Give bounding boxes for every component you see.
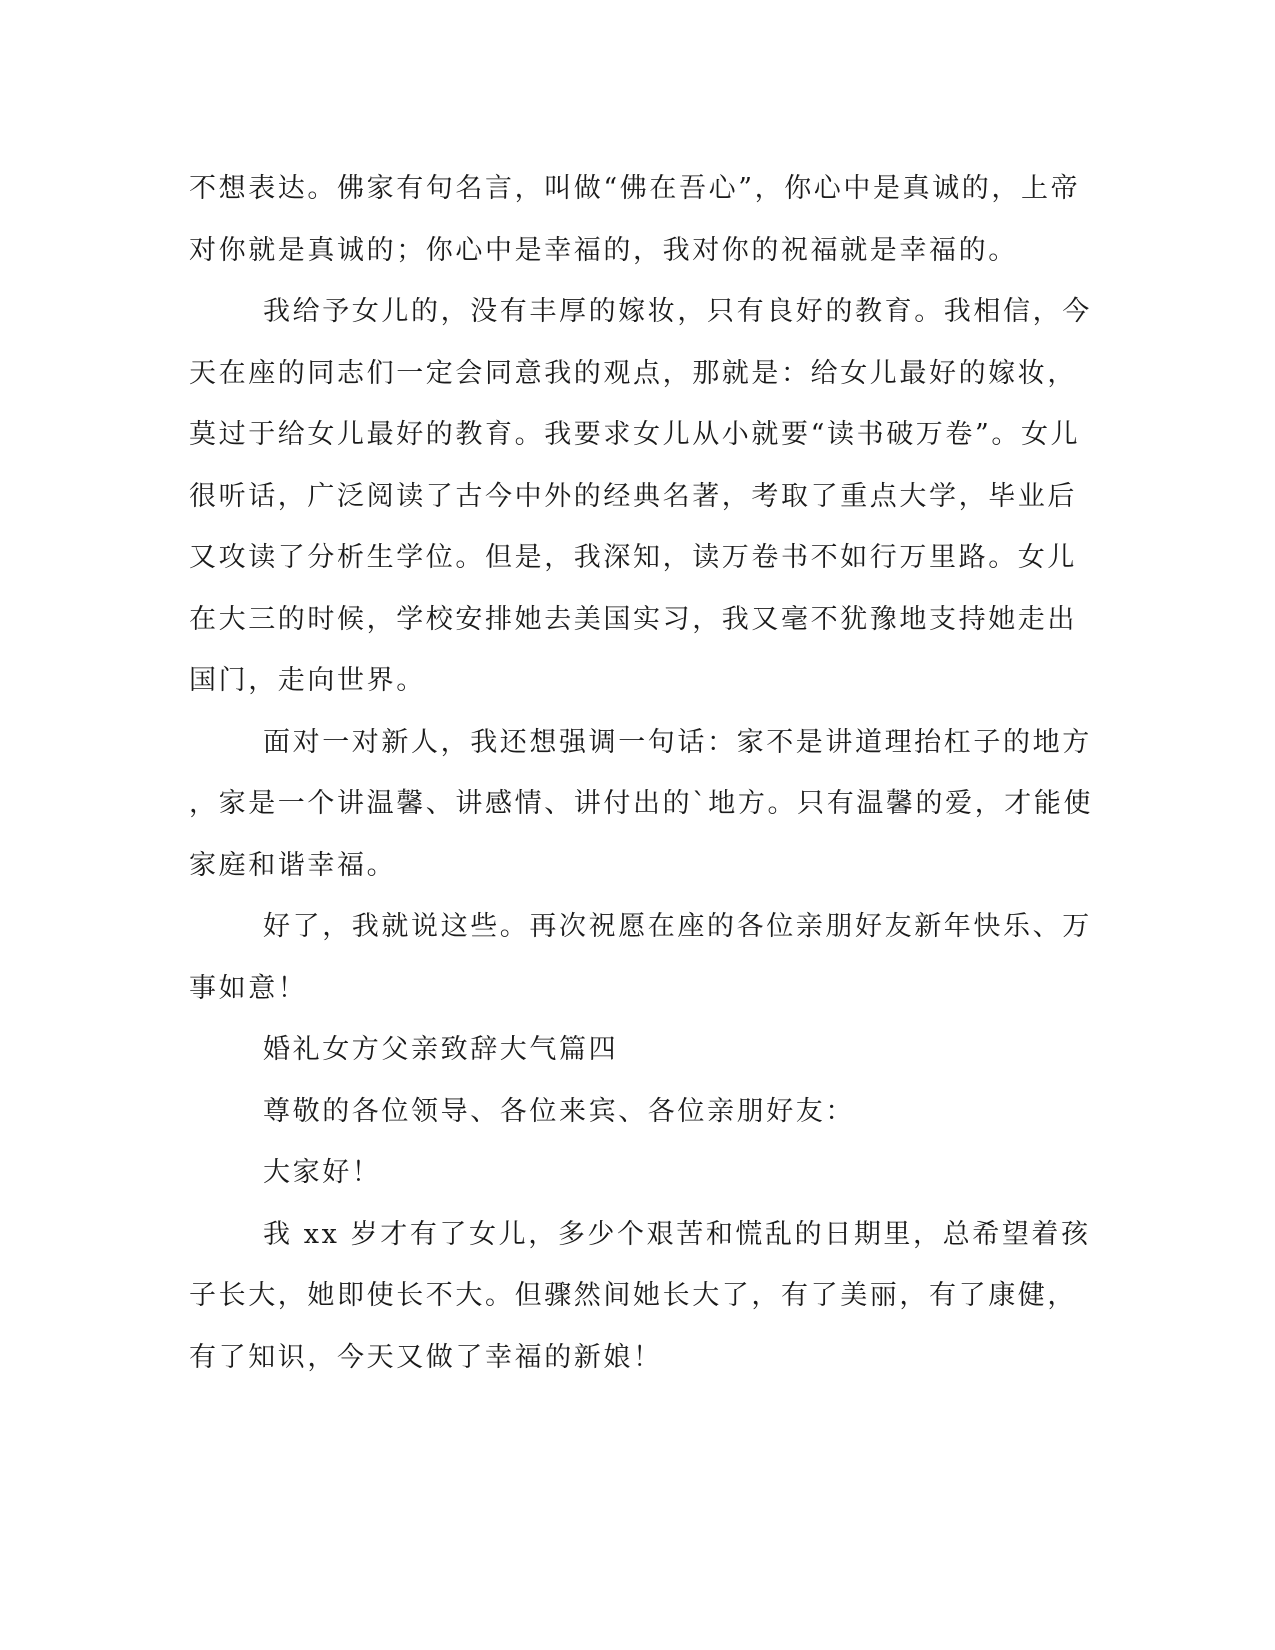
text-line: 很听话，广泛阅读了古今中外的经典名著，考取了重点大学，毕业后 <box>189 480 1077 512</box>
text-line: 子长大，她即使长不大。但骤然间她长大了，有了美丽，有了康健， <box>189 1280 1077 1311</box>
paragraph-start-line: 我 xx 岁才有了女儿，多少个艰苦和慌乱的日期里，总希望着孩 <box>263 1218 1091 1250</box>
text-line: 家庭和谐幸福。 <box>189 849 397 881</box>
salutation-line: 尊敬的各位领导、各位来宾、各位亲朋好友： <box>263 1095 855 1127</box>
section-heading: 婚礼女方父亲致辞大气篇四 <box>263 1034 619 1065</box>
paragraph-start-line: 我给予女儿的，没有丰厚的嫁妆，只有良好的教育。我相信，今 <box>263 296 1092 327</box>
greeting-line: 大家好！ <box>263 1157 382 1188</box>
paragraph-start-line: 好了，我就说这些。再次祝愿在座的各位亲朋好友新年快乐、万 <box>263 911 1092 942</box>
text-line: 有了知识，今天又做了幸福的新娘！ <box>189 1341 663 1373</box>
text-line: ，家是一个讲温馨、讲感情、讲付出的`地方。只有温馨的爱，才能使 <box>189 788 1094 819</box>
text-line: 事如意！ <box>189 972 308 1004</box>
document-body <box>189 158 1094 1388</box>
text-line: 不想表达。佛家有句名言，叫做“佛在吾心”，你心中是真诚的，上帝 <box>189 173 1081 204</box>
text-line: 在大三的时候，学校安排她去美国实习，我又毫不犹豫地支持她走出 <box>189 603 1077 635</box>
text-line: 天在座的同志们一定会同意我的观点，那就是：给女儿最好的嫁妆， <box>189 357 1077 389</box>
text-line: 又攻读了分析生学位。但是，我深知，读万卷书不如行万里路。女儿 <box>189 542 1077 573</box>
paragraph-start-line: 面对一对新人，我还想强调一句话：家不是讲道理抬杠子的地方 <box>263 726 1092 758</box>
text-line: 莫过于给女儿最好的教育。我要求女儿从小就要“读书破万卷”。女儿 <box>189 419 1081 450</box>
text-line: 国门，走向世界。 <box>189 665 426 696</box>
text-line: 对你就是真诚的；你心中是幸福的，我对你的祝福就是幸福的。 <box>189 234 1018 266</box>
